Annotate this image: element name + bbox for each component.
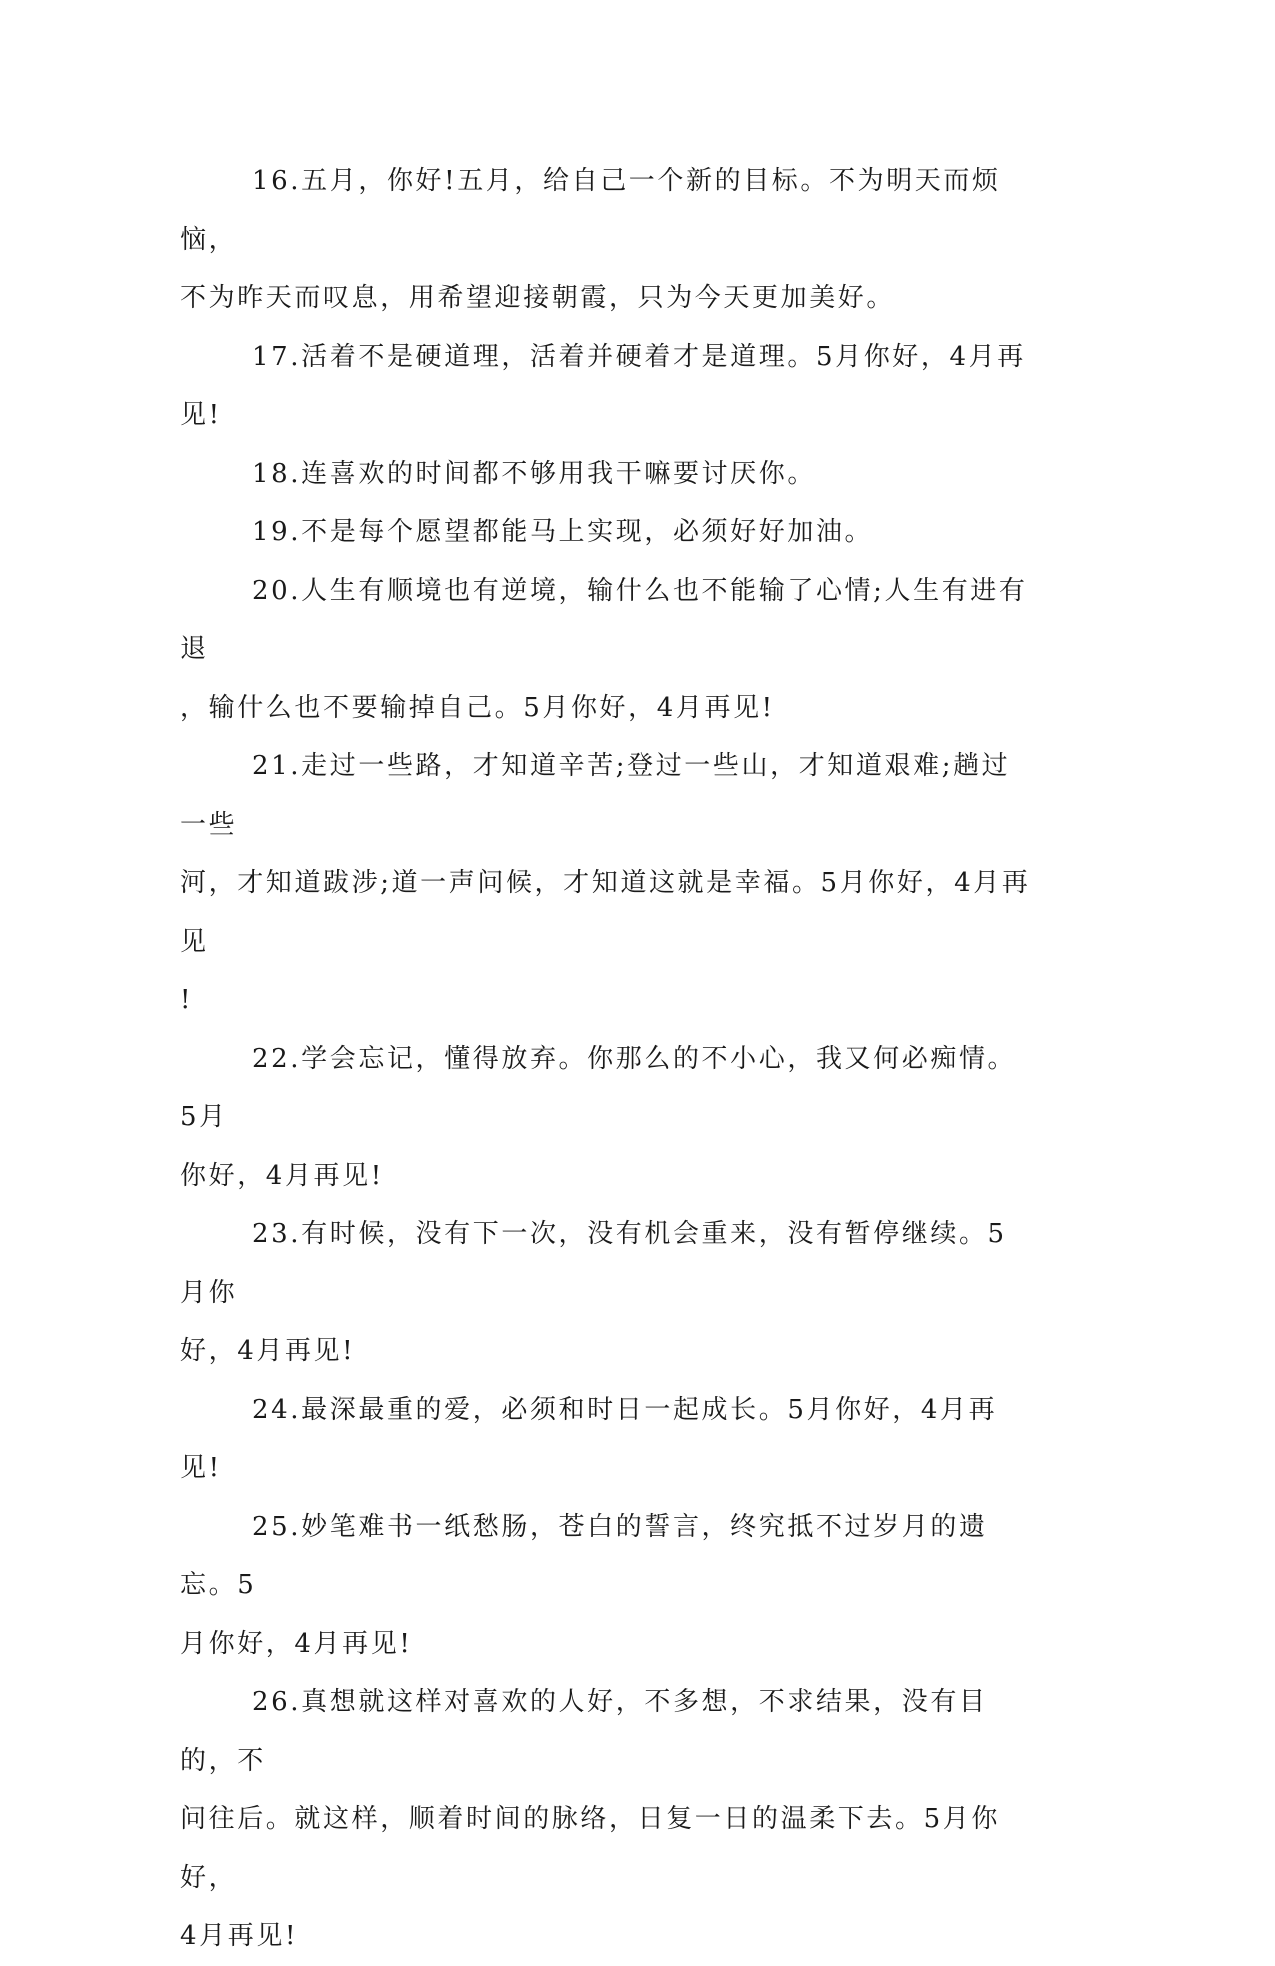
paragraph-18 bbox=[180, 445, 1035, 504]
paragraph-22 bbox=[180, 1030, 1035, 1206]
paragraph-line: 好，4月再见! bbox=[180, 1336, 356, 1366]
paragraph-line: 你好，4月再见! bbox=[180, 1160, 384, 1191]
paragraph-16 bbox=[180, 152, 1035, 328]
paragraph-line: 26.真想就这样对喜欢的人好，不多想，不求结果，没有目的，不 bbox=[180, 1687, 988, 1776]
paragraph-line: 20.人生有顺境也有逆境，输什么也不能输了心情;人生有进有退 bbox=[180, 575, 1028, 664]
paragraph-24 bbox=[180, 1381, 1035, 1498]
paragraph-line: 19.不是每个愿望都能马上实现，必须好好加油。 bbox=[252, 517, 874, 547]
paragraph-line: 不为昨天而叹息，用希望迎接朝霞，只为今天更加美好。 bbox=[180, 283, 896, 313]
paragraph-line: ，输什么也不要输掉自己。5月你好，4月再见! bbox=[180, 692, 775, 723]
paragraph-line: 25.妙笔难书一纸愁肠，苍白的誓言，终究抵不过岁月的遗忘。5 bbox=[180, 1511, 988, 1600]
paragraph-line: 河，才知道跋涉;道一声问候，才知道这就是幸福。5月你好，4月再见 bbox=[180, 868, 1031, 957]
paragraph-line: 23.有时候，没有下一次，没有机会重来，没有暂停继续。5月你 bbox=[180, 1219, 1007, 1308]
paragraph-26 bbox=[180, 1673, 1035, 1966]
paragraph-21 bbox=[180, 737, 1035, 1030]
paragraph-line: 4月再见! bbox=[180, 1921, 298, 1951]
paragraph-line: 月你好，4月再见! bbox=[180, 1628, 413, 1659]
paragraph-23 bbox=[180, 1205, 1035, 1381]
paragraph-line: 18.连喜欢的时间都不够用我干嘛要讨厌你。 bbox=[252, 458, 816, 489]
paragraph-line: 问往后。就这样，顺着时间的脉络，日复一日的温柔下去。5月你好， bbox=[180, 1804, 1000, 1893]
paragraph-20 bbox=[180, 562, 1035, 738]
paragraph-line: ! bbox=[180, 985, 194, 1015]
paragraph-line: 24.最深最重的爱，必须和时日一起成长。5月你好，4月再见! bbox=[180, 1394, 998, 1483]
paragraph-line: 16.五月，你好!五月，给自己一个新的目标。不为明天而烦恼， bbox=[180, 166, 1001, 255]
paragraph-line: 22.学会忘记，懂得放弃。你那么的不小心，我又何必痴情。5月 bbox=[180, 1043, 1017, 1132]
paragraph-line: 17.活着不是硬道理，活着并硬着才是道理。5月你好，4月再见! bbox=[180, 341, 1026, 430]
paragraph-25 bbox=[180, 1498, 1035, 1674]
paragraph-19 bbox=[180, 503, 1035, 562]
document-body bbox=[180, 152, 1035, 1966]
paragraph-17 bbox=[180, 328, 1035, 445]
paragraph-line: 21.走过一些路，才知道辛苦;登过一些山，才知道艰难;趟过一些 bbox=[180, 751, 1011, 840]
